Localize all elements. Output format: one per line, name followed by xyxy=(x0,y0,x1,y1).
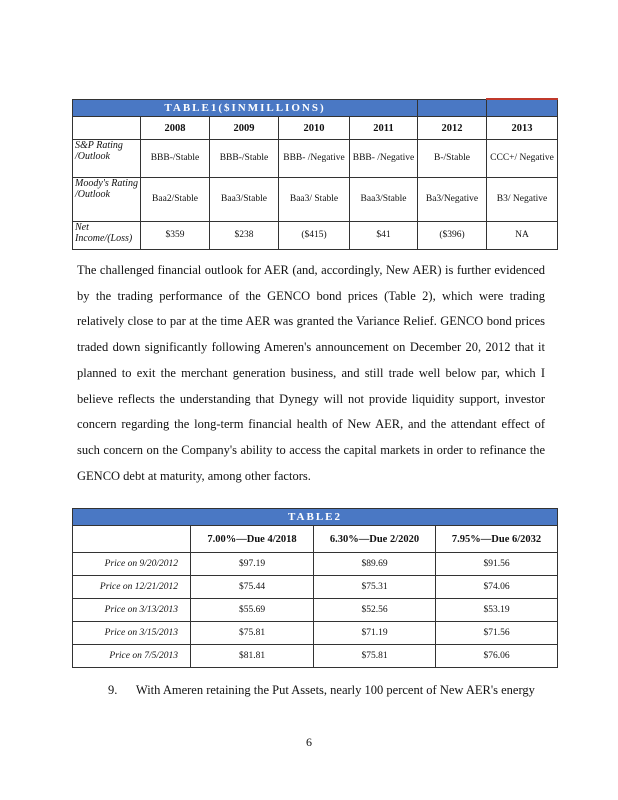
table-2-cell: $89.69 xyxy=(314,553,436,576)
table-2-cell: $81.81 xyxy=(191,645,314,668)
table-1-corner xyxy=(73,117,141,140)
table-2-row-label: Price on 3/13/2013 xyxy=(73,599,191,622)
table-2-row xyxy=(73,645,558,668)
table-1-cell: Baa2/Stable xyxy=(141,178,210,222)
table-1-cell: BBB-/Stable xyxy=(210,140,279,178)
table-2-column-header: 7.95%—Due 6/2032 xyxy=(436,526,558,553)
table-1-row xyxy=(73,140,558,178)
table-1-cell: ($396) xyxy=(418,222,487,250)
table-2-row-label: Price on 3/15/2013 xyxy=(73,622,191,645)
table-1-cell: CCC+/ Negative xyxy=(487,140,558,178)
table-2-title: TABLE2 xyxy=(73,509,558,526)
table-1-cell: B-/Stable xyxy=(418,140,487,178)
table-2-cell: $71.56 xyxy=(436,622,558,645)
table-2-cell: $75.44 xyxy=(191,576,314,599)
table-1-cell: Ba3/Negative xyxy=(418,178,487,222)
table-2-row xyxy=(73,553,558,576)
table-2-row-label: Price on 7/5/2013 xyxy=(73,645,191,668)
table-1-year-header: 2012 xyxy=(418,117,487,140)
table-1-cell: Baa3/Stable xyxy=(210,178,279,222)
table-2-cell: $74.06 xyxy=(436,576,558,599)
table-1-year-header: 2013 xyxy=(487,117,558,140)
table-1-row-label: S&P Rating /Outlook xyxy=(73,140,141,178)
paragraph-9-text: With Ameren retaining the Put Assets, nearly 100 percent of New AER's energy xyxy=(135,683,535,697)
table-2 xyxy=(72,508,558,668)
table-2-cell: $71.19 xyxy=(314,622,436,645)
table-1-year-header: 2011 xyxy=(350,117,418,140)
table-1-cell: ($415) xyxy=(279,222,350,250)
body-paragraph: The challenged financial outlook for AER (and, accordingly, New AER) is further evidenced by the trading performance of the GENCO bond prices (Table 2), which were trading relatively close to par at the time AER was granted the Variance Relief. GENCO bond prices traded down significantly following Ameren's announcement on December 20, 2012 that it planned to exit the merchant generation business, and still trade well below par, which I believe reflects the understanding that Dynegy will not provide liquidity support, investor concern regarding the long-term financial health of New AER, and the attendant effect of such concern on the Company's ability to access the capital markets in order to refinance the GENCO debt at maturity, among other factors. xyxy=(77,263,545,483)
table-2-row xyxy=(73,622,558,645)
paragraph-9 xyxy=(108,683,535,698)
table-1 xyxy=(72,98,558,250)
paragraph-number: 9. xyxy=(108,683,118,697)
table-2-column-header: 6.30%—Due 2/2020 xyxy=(314,526,436,553)
table-2-cell: $53.19 xyxy=(436,599,558,622)
table-2-cell: $76.06 xyxy=(436,645,558,668)
table-2-row xyxy=(73,576,558,599)
table-1-cell: $238 xyxy=(210,222,279,250)
table-2-corner xyxy=(73,526,191,553)
table-1-cell: BBB- /Negative xyxy=(350,140,418,178)
table-2-column-header: 7.00%—Due 4/2018 xyxy=(191,526,314,553)
table-2-cell: $52.56 xyxy=(314,599,436,622)
table-1-cell: BBB-/Stable xyxy=(141,140,210,178)
table-2-row xyxy=(73,599,558,622)
table-2-row-label: Price on 9/20/2012 xyxy=(73,553,191,576)
table-1-cell: $41 xyxy=(350,222,418,250)
table-1-banner-blank xyxy=(418,99,487,117)
table-2-row-label: Price on 12/21/2012 xyxy=(73,576,191,599)
table-2-cell: $75.81 xyxy=(191,622,314,645)
table-1-cell: BBB- /Negative xyxy=(279,140,350,178)
table-1-row-label: Moody's Rating /Outlook xyxy=(73,178,141,222)
table-1-row-label: Net Income/(Loss) xyxy=(73,222,141,250)
table-1-cell: Baa3/ Stable xyxy=(279,178,350,222)
table-1-cell: Baa3/Stable xyxy=(350,178,418,222)
table-2-cell: $75.31 xyxy=(314,576,436,599)
table-1-cell: $359 xyxy=(141,222,210,250)
table-1-row xyxy=(73,222,558,250)
table-2-cell: $55.69 xyxy=(191,599,314,622)
page-number: 6 xyxy=(306,735,312,749)
table-1-year-header: 2010 xyxy=(279,117,350,140)
table-2-cell: $97.19 xyxy=(191,553,314,576)
table-1-cell: B3/ Negative xyxy=(487,178,558,222)
table-2-cell: $91.56 xyxy=(436,553,558,576)
table-1-cell: NA xyxy=(487,222,558,250)
table-1-banner-accent xyxy=(487,99,558,117)
table-1-title: TABLE1($INMILLIONS) xyxy=(73,99,418,117)
table-1-year-header: 2008 xyxy=(141,117,210,140)
table-1-row xyxy=(73,178,558,222)
table-1-year-header: 2009 xyxy=(210,117,279,140)
table-2-cell: $75.81 xyxy=(314,645,436,668)
